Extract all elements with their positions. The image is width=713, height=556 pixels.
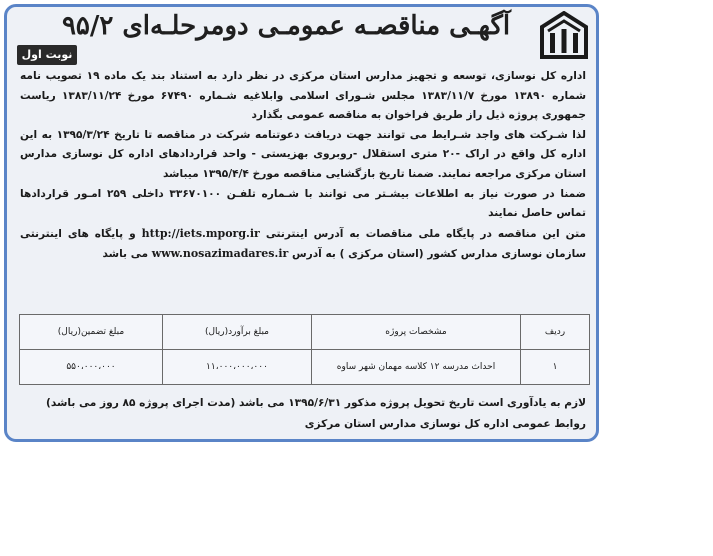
delivery-note: لازم به یادآوری است تاریخ تحویل پروژه مذکور ۱۳۹۵/۶/۳۱ می باشد (مدت اجرای پروژه ۸۵ روز می باشد) [46, 397, 586, 409]
notice-title: آگهـی مناقصـه عمومـی دومرحلـه‌ای ۹۵/۲ [61, 11, 511, 41]
organization-logo-icon [538, 11, 590, 61]
paragraph-contact: ضمنا در صورت نیاز به اطلاعات بیشـتر می توانند با شـماره تلفـن ۳۳۶۷۰۱۰۰ داخلی ۲۵۹ امـور قراردادها تماس حاصل نمایند [20, 187, 587, 220]
cell-row-number: ۱ [521, 350, 590, 385]
organization-website-link[interactable]: www.nosazimadares.ir [151, 247, 289, 261]
paragraph-invitation: لذا شـرکت های واجد شـرایط می توانند جهت دریافت دعوتنامه شرکت در مناقصه تا تاریخ ۱۳۹۵/۳/۲۴ به این اداره کل واقع در اراک -۲۰ متری استقلال -روبروی بهزیستی - واحد قراردادهای اداره کل نوسازی مدارس استان مرکزی مراجعه نمایند. ضمنا تاریخ بازگشایی مناقصه مورخ ۱۳۹۵/۴/۴ میباشد [20, 128, 587, 180]
header-estimate-amount: مبلغ برآورد(ریال) [163, 315, 312, 350]
websites-text-middle: و پایگاه های اینترنتی سازمان نوسازی مدارس کشور (استان مرکزی ) به آدرس [20, 227, 586, 261]
websites-text-end: می باشد [102, 248, 149, 261]
paragraph-websites [20, 224, 586, 265]
header-guarantee-amount: مبلغ تضمین(ریال) [20, 315, 163, 350]
table-row [20, 350, 590, 385]
paragraph-intro: اداره کل نوسازی، توسعه و تجهیز مدارس استان مرکزی در نظر دارد به استناد بند یک ماده ۱۹ تصویب نامه شماره ۱۳۸۹۰ مورخ ۱۳۸۳/۱۱/۷ مجلس شـورای اسلامی وابلاغیه شـماره ۶۷۴۹۰ مورخ ۱۳۸۳/۱۱/۲۴ ریاست جمهوری پروژه ذیل راز طریق فراخوان به مناقصه عمومی بگذارد [20, 70, 587, 122]
notice-footer [20, 393, 586, 435]
websites-text-start: متن این مناقصه در پایگاه ملی مناقصات به آدرس اینترنتی [265, 227, 586, 240]
public-relations-signature: روابط عمومی اداره کل نوسازی مدارس استان مرکزی [304, 418, 586, 430]
announcement-frame [4, 4, 599, 442]
header-row-number: ردیف [521, 315, 590, 350]
cell-project-spec: احداث مدرسه ۱۲ کلاسه مهمان شهر ساوه [312, 350, 521, 385]
notice-body [20, 67, 586, 265]
table-header-row [20, 315, 590, 350]
cell-guarantee-amount: ۵۵۰،۰۰۰،۰۰۰ [20, 350, 163, 385]
project-table [19, 314, 590, 385]
header-project-spec: مشخصات پروژه [312, 315, 521, 350]
tender-portal-link[interactable]: http://iets.mporg.ir [141, 226, 260, 240]
cell-estimate-amount: ۱۱،۰۰۰،۰۰۰،۰۰۰ [163, 350, 312, 385]
first-publication-badge: نوبت اول [17, 45, 77, 65]
